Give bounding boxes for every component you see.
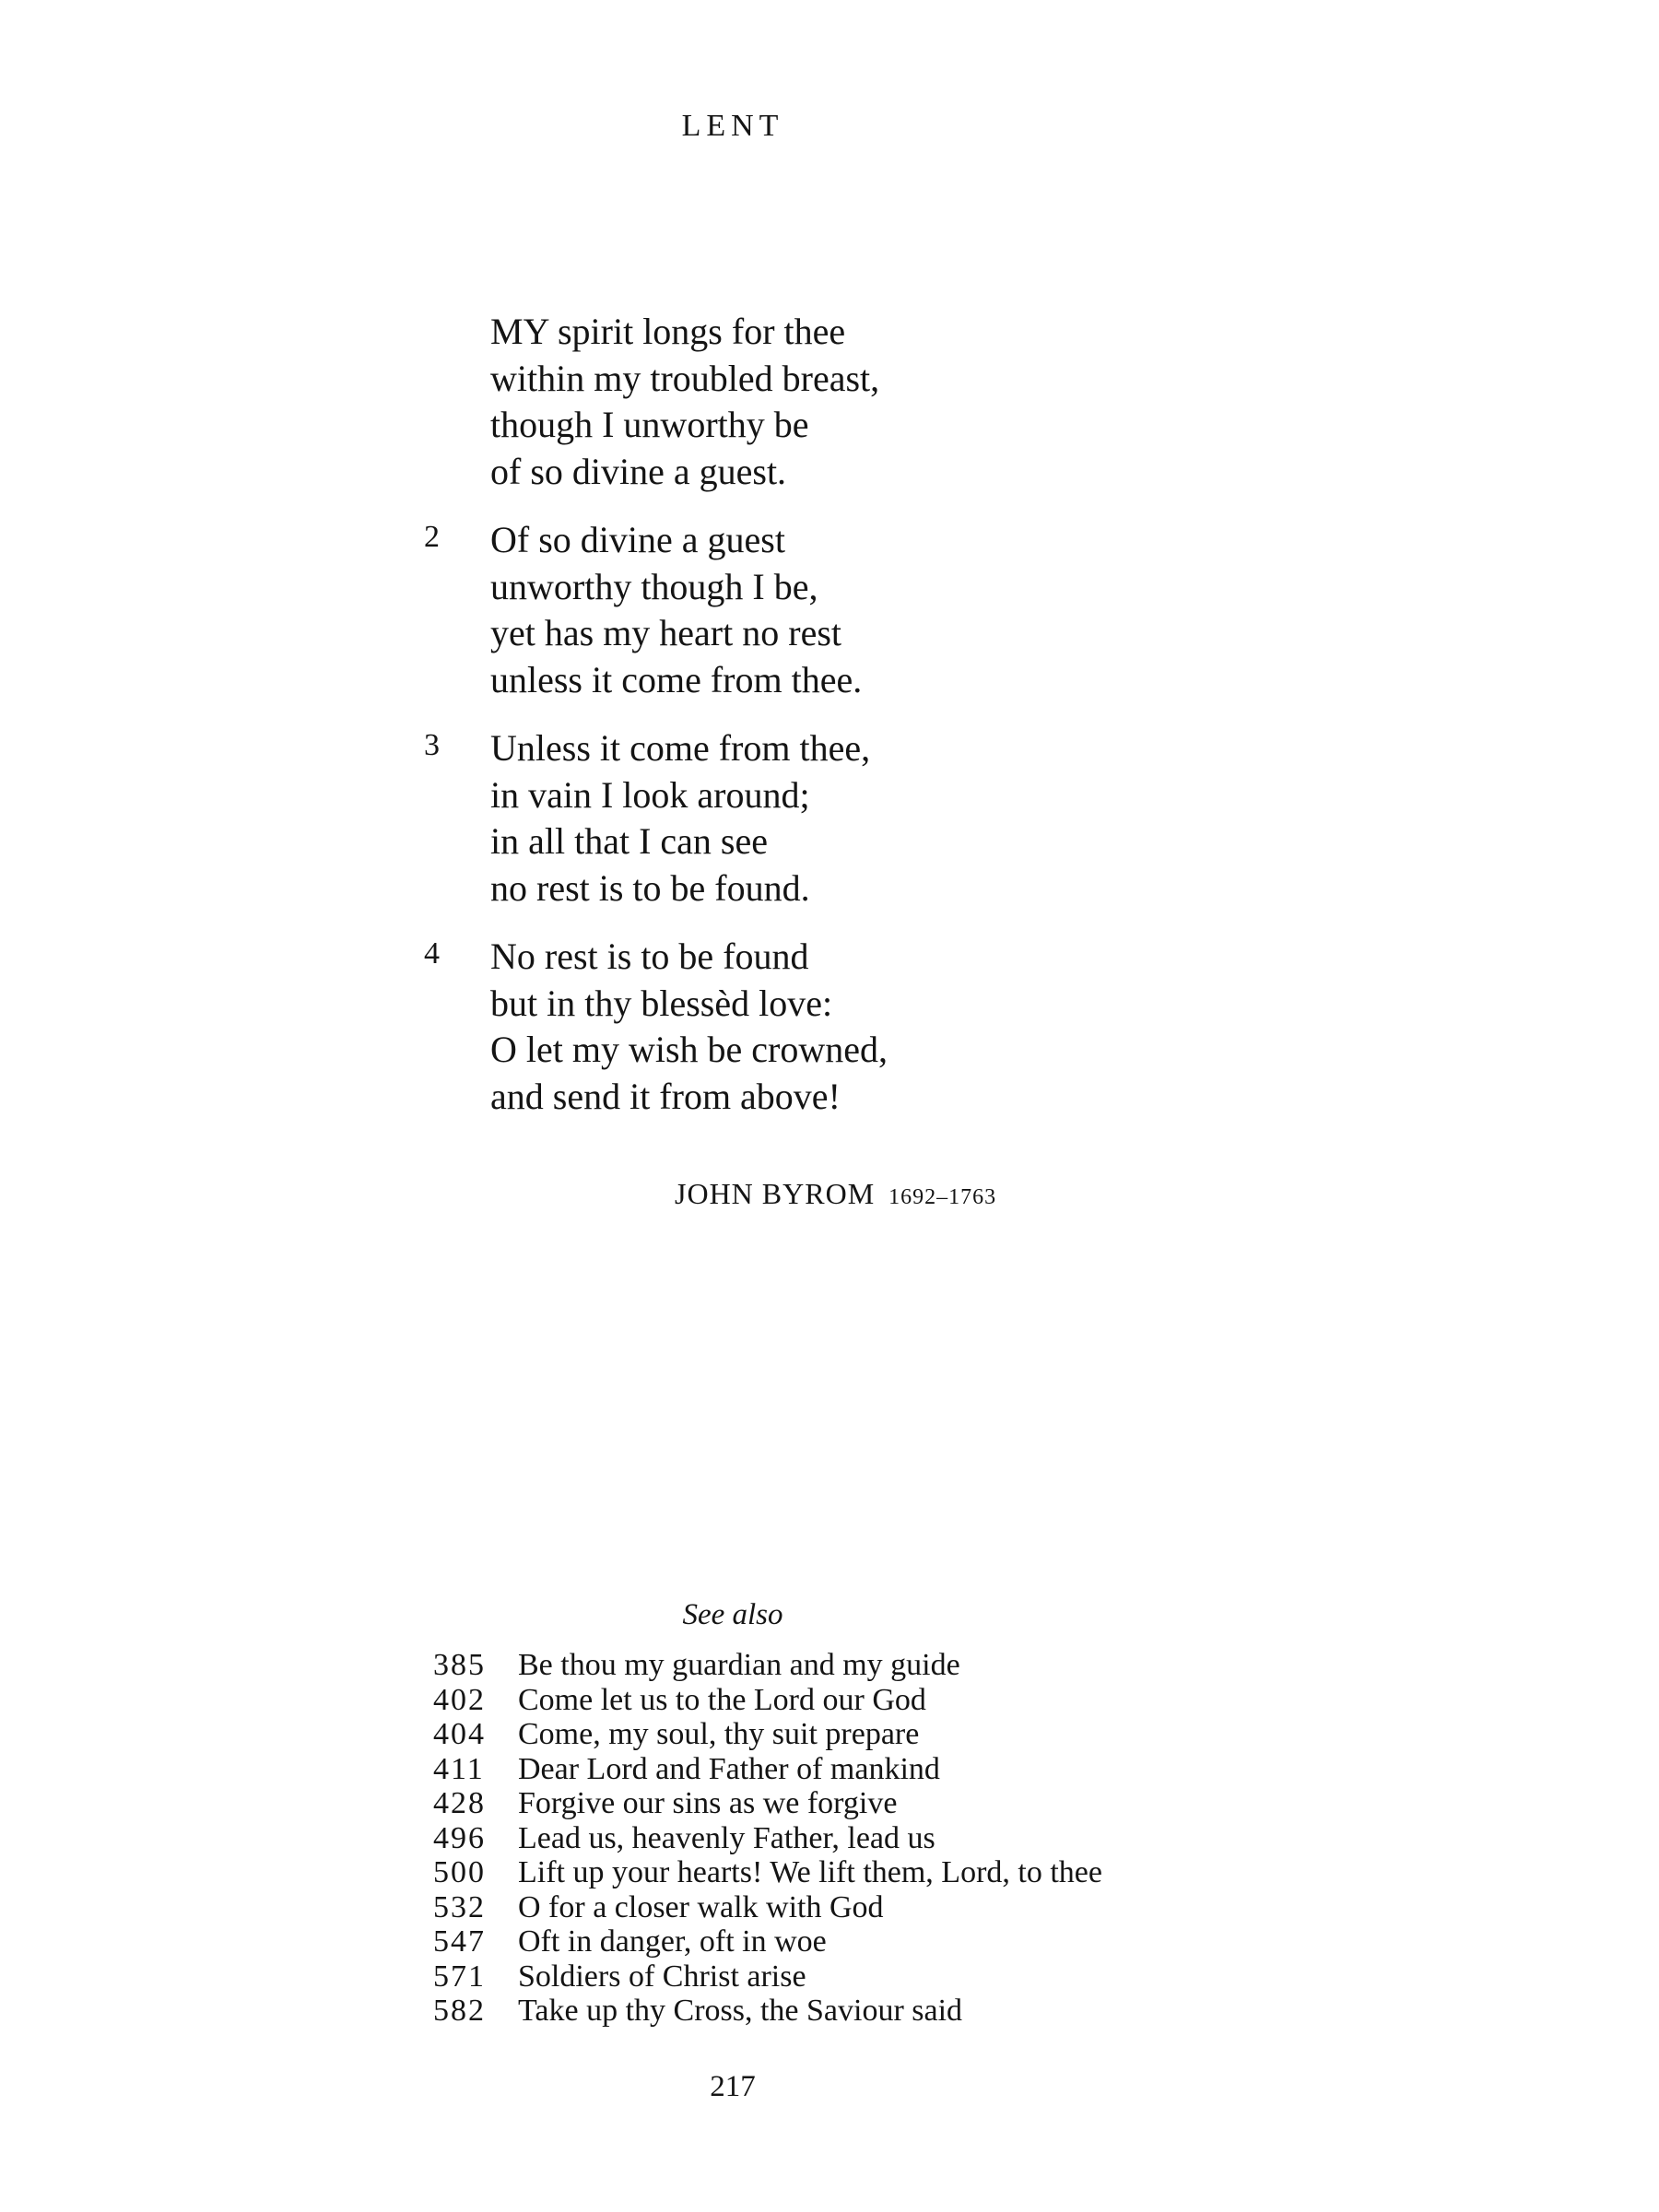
verse-line: yet has my heart no rest — [490, 612, 841, 653]
list-item — [433, 1994, 1102, 2029]
page-number: 217 — [710, 2070, 756, 2103]
hymn-number: 428 — [433, 1786, 486, 1820]
author-attribution — [675, 1177, 996, 1211]
running-head: LENT — [681, 109, 784, 143]
verse-line: unless it come from thee. — [490, 658, 863, 700]
verse-line: in all that I can see — [490, 820, 768, 862]
verse-line: and send it from above! — [490, 1075, 841, 1117]
list-item — [433, 1855, 1102, 1890]
hymn-title: Take up thy Cross, the Saviour said — [518, 1994, 963, 2028]
list-item — [433, 1752, 1102, 1787]
author-dates: 1692–1763 — [888, 1185, 997, 1209]
hymn-title: Dear Lord and Father of mankind — [518, 1751, 940, 1786]
see-also-heading: See also — [682, 1598, 783, 1631]
hymn-title: Soldiers of Christ arise — [518, 1959, 806, 1994]
verse-line: No rest is to be found — [490, 935, 809, 977]
hymn-title: Come let us to the Lord our God — [518, 1682, 926, 1717]
verse-4 — [424, 934, 1069, 1120]
hymn-title: Lift up your hearts! We lift them, Lord, to thee — [518, 1855, 1102, 1889]
author-name: JOHN BYROM — [675, 1177, 876, 1210]
verse-line: of so divine a guest. — [490, 450, 787, 492]
list-item — [433, 1890, 1102, 1925]
hymn-number: 547 — [433, 1924, 486, 1959]
list-item — [433, 1786, 1102, 1821]
verse-3 — [424, 725, 1069, 912]
hymn-title: Forgive our sins as we forgive — [518, 1786, 898, 1820]
verse-line: though I unworthy be — [490, 404, 809, 445]
verse-1 — [424, 309, 1069, 495]
verse-line: MY spirit longs for thee — [490, 311, 846, 352]
hymn-number: 402 — [433, 1682, 486, 1717]
hymn-number: 532 — [433, 1889, 486, 1924]
hymn-title: Come, my soul, thy suit prepare — [518, 1717, 920, 1751]
list-item — [433, 1924, 1102, 1959]
list-item — [433, 1648, 1102, 1683]
hymn-title: Oft in danger, oft in woe — [518, 1924, 827, 1959]
hymn-number: 582 — [433, 1994, 486, 2028]
hymn-number: 404 — [433, 1717, 486, 1751]
verse-line: within my troubled breast, — [490, 357, 880, 399]
hymn-number: 385 — [433, 1648, 486, 1682]
hymn-number: 500 — [433, 1855, 486, 1889]
verse-number: 2 — [424, 520, 440, 554]
hymn-title: O for a closer walk with God — [518, 1889, 884, 1924]
list-item — [433, 1959, 1102, 1994]
verse-line: but in thy blessèd love: — [490, 982, 833, 1024]
verse-line: in vain I look around; — [490, 773, 810, 816]
see-also-list — [433, 1648, 1102, 2029]
verse-line: Unless it come from thee, — [490, 727, 871, 769]
list-item — [433, 1717, 1102, 1752]
hymn-number: 571 — [433, 1959, 486, 1994]
verse-number: 3 — [424, 728, 440, 762]
hymn-text — [424, 309, 1069, 1142]
list-item — [433, 1821, 1102, 1856]
verse-line: O let my wish be crowned, — [490, 1029, 888, 1070]
verse-line: Of so divine a guest — [490, 519, 785, 560]
verse-number: 4 — [424, 936, 440, 971]
verse-2 — [424, 517, 1069, 703]
hymn-title: Lead us, heavenly Father, lead us — [518, 1820, 935, 1855]
hymn-title: Be thou my guardian and my guide — [518, 1648, 960, 1682]
verse-line: unworthy though I be, — [490, 565, 818, 607]
verse-line: no rest is to be found. — [490, 866, 810, 909]
hymn-number: 496 — [433, 1820, 486, 1855]
hymn-number: 411 — [433, 1751, 485, 1786]
list-item — [433, 1683, 1102, 1718]
